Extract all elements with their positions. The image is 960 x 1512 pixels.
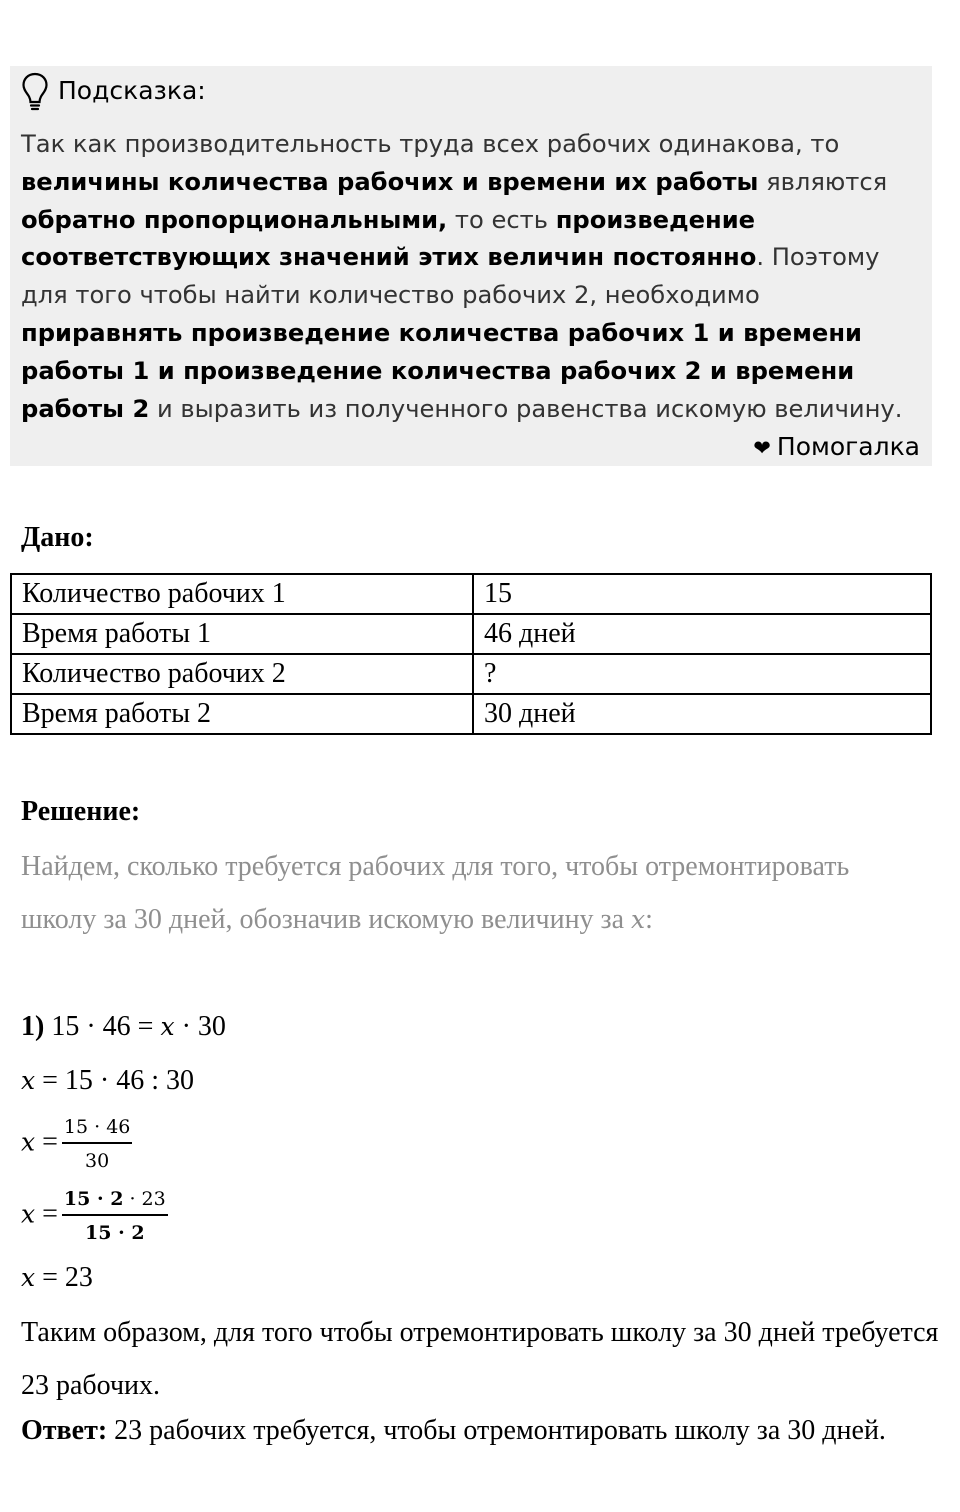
lightbulb-icon [21, 71, 49, 113]
answer [21, 1404, 941, 1457]
equation-2 [21, 1063, 194, 1099]
hint-text-part: и выразить из полученного равенства искомую величину. [149, 394, 903, 423]
hint-text-bold: приравнять произведение количества рабочих 1 и времени работы 1 и произведение количества рабочих 2 и времени работы 2 [21, 318, 862, 423]
math-variable: x [160, 1012, 175, 1041]
table-row [11, 654, 931, 694]
fraction-numerator [62, 1188, 168, 1216]
table-cell-value: ? [473, 654, 931, 694]
eq-text: = 15 · 46 : 30 [35, 1065, 195, 1096]
eq-text: = [35, 1198, 58, 1230]
equation-1 [21, 1009, 226, 1045]
given-table [10, 573, 932, 735]
table-cell-label: Время работы 2 [11, 694, 473, 734]
hint-text-part: Так как производительность труда всех рабочих одинакова, то [21, 130, 840, 158]
math-variable: x [21, 1066, 36, 1095]
math-variable: x [631, 905, 646, 934]
fraction-numerator: 15 · 46 [62, 1116, 132, 1144]
hint-title: Подсказка: [58, 76, 206, 105]
math-variable: x [21, 1263, 36, 1292]
eq-text: = [35, 1126, 58, 1158]
given-heading: Дано: [21, 522, 94, 553]
table-row [11, 694, 931, 734]
conclusion: Таким образом, для того чтобы отремонтировать школу за 30 дней требуется 23 рабочих. [21, 1317, 939, 1401]
hint-text-bold: произведение соответствующих значений этих величин постоянно [21, 205, 757, 272]
solution-heading: Решение: [21, 796, 141, 827]
answer-text: 23 рабочих требуется, чтобы отремонтировать школу за 30 дней. [107, 1415, 886, 1446]
table-cell-value: 46 дней [473, 614, 931, 654]
equation-5 [21, 1260, 93, 1296]
brand-link[interactable] [21, 430, 920, 465]
intro-end: : [645, 904, 653, 935]
fraction-denominator: 30 [85, 1150, 110, 1172]
step-label: 1) [21, 1011, 45, 1042]
hint-header [21, 66, 920, 116]
fraction [62, 1188, 168, 1244]
hint-box [10, 66, 932, 466]
heart-icon: ❤ [753, 436, 771, 461]
eq-text: 15 · 46 = [44, 1011, 161, 1042]
eq-text: = 23 [35, 1262, 93, 1293]
hint-text [21, 126, 920, 428]
table-row [11, 574, 931, 614]
fraction-denominator-bold: 15 · 2 [85, 1222, 145, 1244]
brand-label: Помогалка [776, 432, 920, 462]
math-variable: x [21, 1199, 36, 1229]
table-row [11, 614, 931, 654]
solution-intro [21, 840, 921, 946]
hint-text-bold: обратно пропорциональными, [21, 205, 448, 234]
table-cell-value: 30 дней [473, 694, 931, 734]
fraction [62, 1116, 132, 1172]
table-cell-label: Время работы 1 [11, 614, 473, 654]
intro-text: Найдем, сколько требуется рабочих для того, чтобы отремонтировать школу за 30 дней, обозначив искомую величину за [21, 851, 850, 935]
equation-3 [21, 1116, 132, 1172]
hint-text-part: . Поэтому для того чтобы найти количество рабочих 2, необходимо [21, 243, 880, 310]
table-cell-value: 15 [473, 574, 931, 614]
equation-4 [21, 1188, 168, 1244]
fraction-numerator-rest: · 23 [123, 1188, 166, 1210]
fraction-numerator-bold: 15 · 2 [63, 1188, 124, 1210]
fraction-denominator [62, 1216, 168, 1244]
hint-text-part: то есть [447, 205, 556, 234]
hint-text-bold: величины количества рабочих и времени их работы [21, 167, 759, 196]
table-cell-label: Количество рабочих 2 [11, 654, 473, 694]
answer-label: Ответ: [21, 1415, 108, 1446]
eq-text: · 30 [174, 1011, 226, 1042]
hint-text-part: являются [758, 167, 888, 196]
math-variable: x [21, 1127, 36, 1157]
table-cell-label: Количество рабочих 1 [11, 574, 473, 614]
